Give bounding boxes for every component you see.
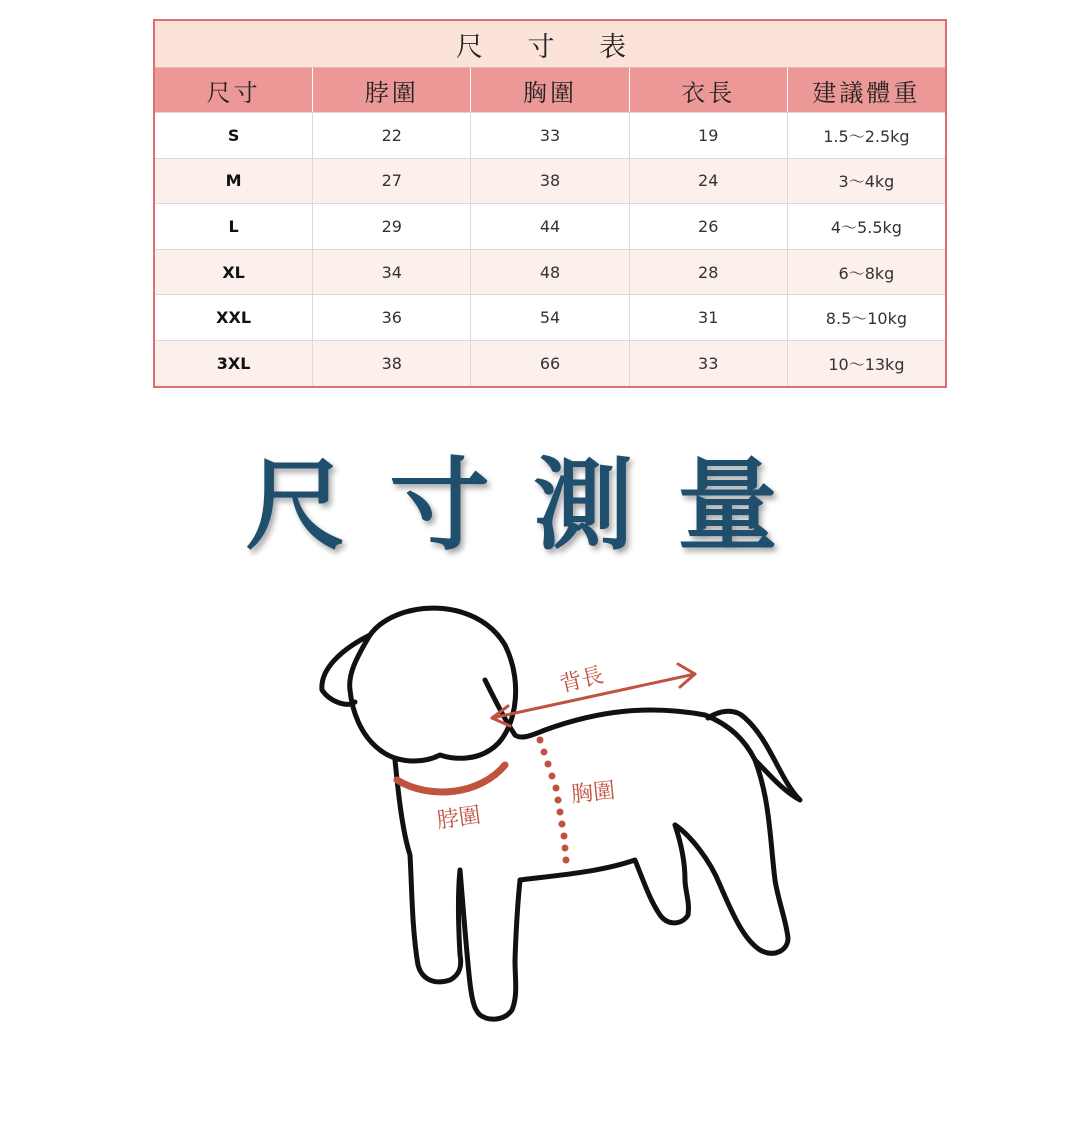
table-cell-length: 24 [630,159,788,204]
table-cell-length: 19 [630,113,788,158]
size-table-header-row [155,68,945,112]
table-cell-neck: 36 [313,295,471,340]
table-cell-size: L [155,204,313,249]
table-cell-weight: 6～8kg [838,263,895,283]
table-cell-size: XXL [155,295,313,340]
table-cell-chest: 48 [471,250,629,295]
table-row [155,203,945,249]
table-cell-neck: 38 [313,341,471,386]
table-cell-length: 28 [630,250,788,295]
header-length: 衣長 [630,68,788,112]
table-row [155,294,945,340]
table-cell-size: XL [155,250,313,295]
table-cell-weight: 10～13kg [828,354,905,374]
table-cell-chest: 33 [471,113,629,158]
table-cell-chest: 66 [471,341,629,386]
back-length-label: 背長 [557,662,607,698]
table-cell-neck: 22 [313,113,471,158]
table-cell-length: 31 [630,295,788,340]
table-cell-weight: 3～4kg [838,172,895,192]
table-cell-chest: 54 [471,295,629,340]
chest-label: 胸圍 [570,778,617,808]
table-cell-length: 33 [630,341,788,386]
header-neck: 脖圍 [313,68,471,112]
measure-title: 尺寸測量 [245,447,822,564]
size-table [153,19,947,388]
neck-measure [397,765,505,792]
table-cell-weight: 4～5.5kg [830,217,902,237]
header-weight: 建議體重 [812,78,921,107]
chest-measure-dots [537,737,570,864]
header-size: 尺寸 [155,68,313,112]
size-table-title: 尺 寸 表 [155,21,945,68]
table-cell-neck: 29 [313,204,471,249]
table-cell-chest: 38 [471,159,629,204]
neck-label: 脖圍 [435,803,483,834]
table-row [155,112,945,158]
table-cell-chest: 44 [471,204,629,249]
table-row [155,158,945,204]
table-row [155,249,945,295]
table-row [155,340,945,386]
table-cell-weight: 8.5～10kg [825,309,908,329]
table-cell-neck: 27 [313,159,471,204]
table-cell-neck: 34 [313,250,471,295]
table-cell-size: S [155,113,313,158]
dog-measurement-illustration [300,590,820,1030]
table-cell-length: 26 [630,204,788,249]
table-cell-size: M [155,159,313,204]
table-cell-size: 3XL [155,341,313,386]
header-chest: 胸圍 [471,68,629,112]
table-cell-weight: 1.5～2.5kg [823,126,910,146]
